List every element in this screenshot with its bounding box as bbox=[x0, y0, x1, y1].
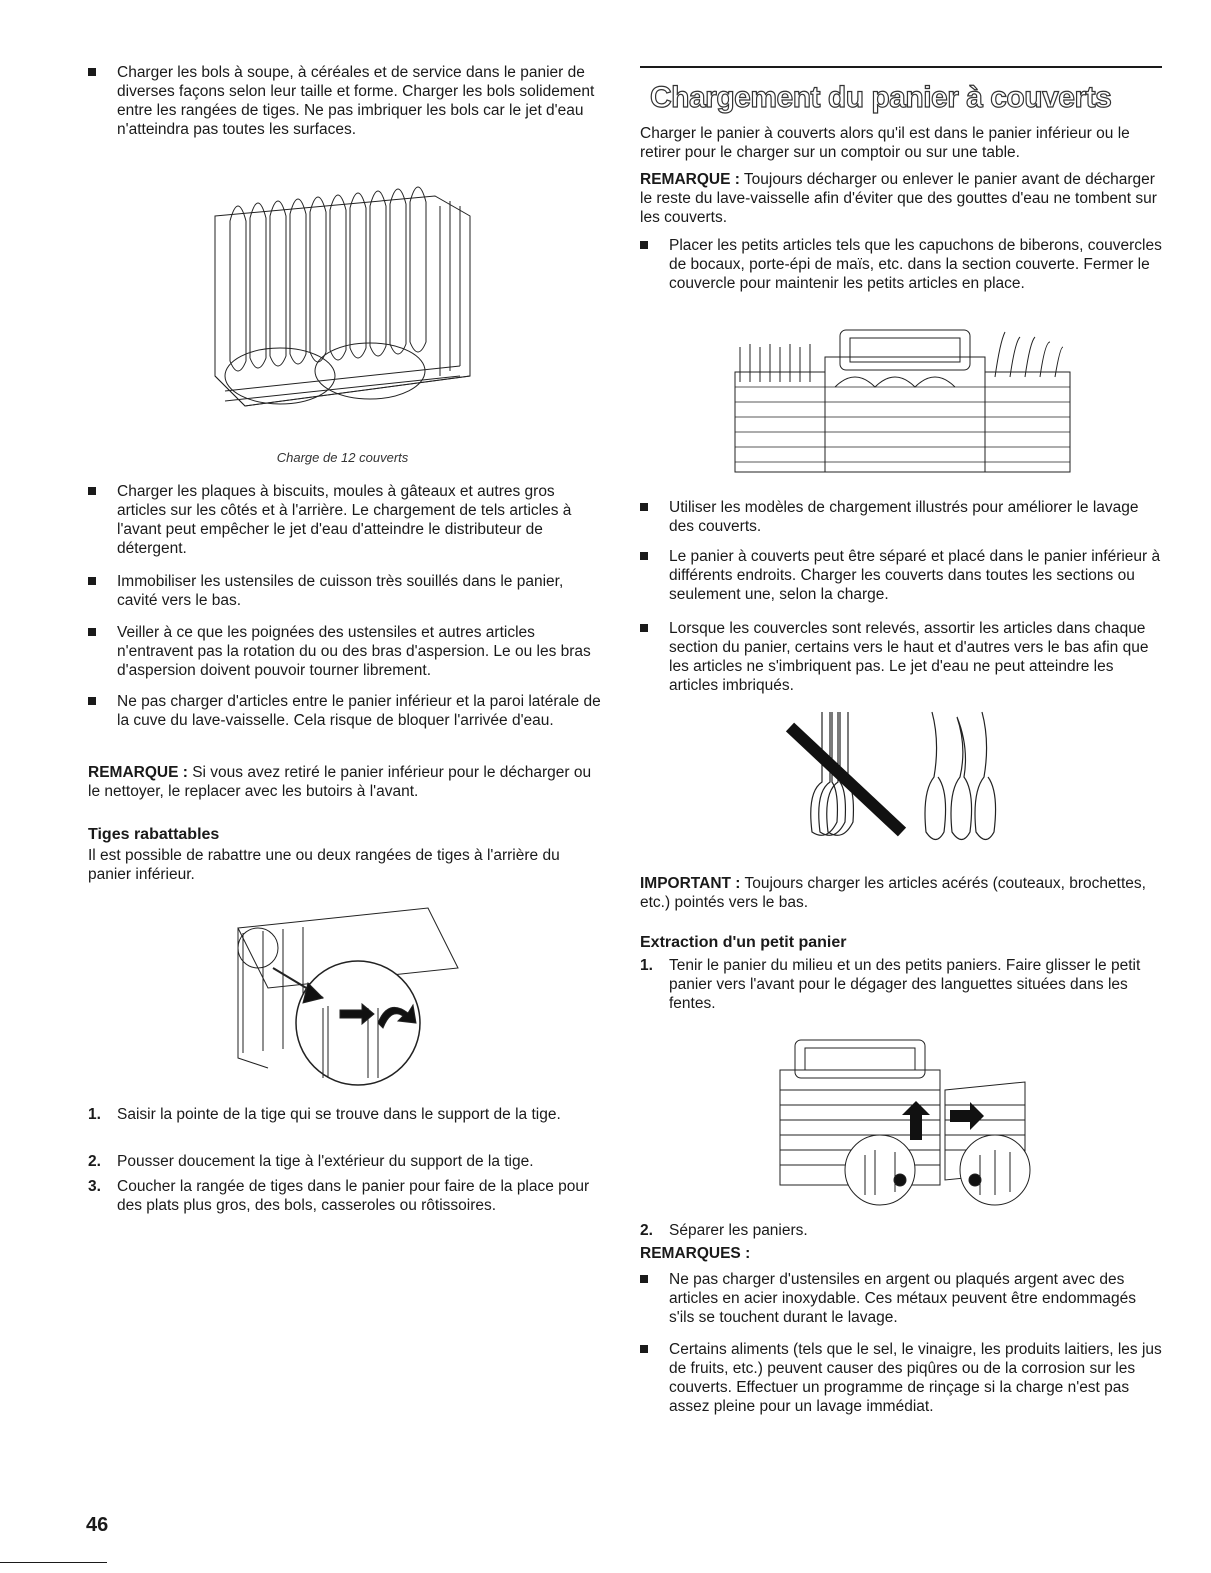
important-text: Toujours charger les articles acérés (couteaux, brochettes, etc.) pointés vers le bas. bbox=[640, 875, 1146, 911]
step-number: 2. bbox=[88, 1153, 101, 1170]
right-bullet-1 bbox=[640, 236, 1162, 293]
section-rule bbox=[640, 66, 1162, 68]
bullet-marker bbox=[88, 628, 96, 636]
folding-tines-illustration bbox=[228, 898, 468, 1093]
bullet-marker bbox=[88, 697, 96, 705]
right-remarque bbox=[640, 170, 1162, 227]
bullet-marker bbox=[640, 552, 648, 560]
remarques-bullet-2-text: Certains aliments (tels que le sel, le vinaigre, les produits laitiers, les jus de fruits, etc.) peuvent causer des piqûres ou de la corrosion sur les couverts. Effectuer un programme de rinçage si la charge n'est pas assez pleine pour un lavage immédiat. bbox=[669, 1341, 1162, 1415]
bullet-marker bbox=[640, 624, 648, 632]
left-bullet-4-text: Ne pas charger d'articles entre le panier inférieur et la paroi latérale de la cuve du lave-vaisselle. Cela risque de bloquer l'arrivée d'eau. bbox=[117, 693, 601, 729]
fig1-caption: Charge de 12 couverts bbox=[276, 450, 409, 465]
bullet-marker bbox=[640, 1345, 648, 1353]
remarques-bullet-2 bbox=[640, 1340, 1162, 1416]
step-text: Pousser doucement la tige à l'extérieur du support de la tige. bbox=[117, 1153, 534, 1170]
right-bullet-2 bbox=[640, 498, 1162, 536]
remarque-label: REMARQUE : bbox=[88, 764, 188, 781]
intro-bullet-text: Charger les bols à soupe, à céréales et de service dans le panier de diverses façons selon leur taille et forme. Charger les bols solidement entre les rangées de tiges. Ne pas imbriquer les bols car le jet d'eau n'atteindra pas toutes les surfaces. bbox=[117, 64, 595, 138]
silverware-basket-illustration bbox=[725, 322, 1075, 482]
important-note bbox=[640, 874, 1162, 912]
step-text: Séparer les paniers. bbox=[669, 1222, 808, 1239]
right-intro: Charger le panier à couverts alors qu'il est dans le panier inférieur ou le retirer pour le charger sur un comptoir ou sur une table. bbox=[640, 125, 1130, 161]
step-text: Coucher la rangée de tiges dans le panier pour faire de la place pour des plats plus gros, des bols, casseroles ou rôtissoires. bbox=[117, 1178, 590, 1214]
step-text: Tenir le panier du milieu et un des petits paniers. Faire glisser le petit panier vers l'avant pour le dégager des languettes situées dans les fentes. bbox=[669, 957, 1141, 1012]
bullet-marker bbox=[640, 1275, 648, 1283]
bullet-marker bbox=[88, 487, 96, 495]
remarques-label: REMARQUES : bbox=[640, 1245, 751, 1262]
left-bullet-3-text: Veiller à ce que les poignées des ustensiles et autres articles n'entravent pas la rotation du ou des bras d'aspersion. Le ou les bras d'aspersion doivent pouvoir tourner librement. bbox=[117, 624, 591, 679]
intro-bullet bbox=[88, 63, 603, 139]
bullet-marker bbox=[88, 577, 96, 585]
step-text: Saisir la pointe de la tige qui se trouve dans le support de la tige. bbox=[117, 1106, 561, 1123]
bullet-marker bbox=[640, 241, 648, 249]
left-remarque bbox=[88, 763, 603, 801]
right-bullet-1-text: Placer les petits articles tels que les capuchons de biberons, couvercles de bocaux, porte-épi de maïs, etc. dans la section couverte. Fermer le couvercle pour maintenir les petits articles en place. bbox=[669, 237, 1162, 292]
step-number: 1. bbox=[640, 957, 653, 974]
nested-spoons-illustration bbox=[782, 702, 1012, 862]
extraction-heading: Extraction d'un petit panier bbox=[640, 934, 847, 951]
remarque-text: Toujours décharger ou enlever le panier avant de décharger le reste du lave-vaisselle afin d'éviter que des gouttes d'eau ne tombent sur les couverts. bbox=[640, 171, 1157, 226]
left-bullet-1-text: Charger les plaques à biscuits, moules à gâteaux et autres gros articles sur les côtés et à l'arrière. Le chargement de tels articles à l'avant peut empêcher le jet d'eau d'atteindre le distributeur de détergent. bbox=[117, 483, 572, 557]
step-number: 1. bbox=[88, 1106, 101, 1123]
remarque-text: Si vous avez retiré le panier inférieur pour le décharger ou le nettoyer, le replacer avec les butoirs à l'avant. bbox=[88, 764, 592, 800]
bullet-marker bbox=[88, 68, 96, 76]
right-bullet-3 bbox=[640, 547, 1162, 604]
footer-rule bbox=[0, 1562, 107, 1563]
left-bullet-2-text: Immobiliser les ustensiles de cuisson très souillés dans le panier, cavité vers le bas. bbox=[117, 573, 564, 609]
step-number: 3. bbox=[88, 1178, 101, 1195]
dish-rack-illustration bbox=[205, 176, 480, 426]
right-bullet-4 bbox=[640, 619, 1162, 695]
right-bullet-4-text: Lorsque les couvercles sont relevés, assortir les articles dans chaque section du panier, certains vers le haut et d'autres vers le bas afin que les articles ne s'imbriquent pas. Le jet d'eau ne peut atteindre les articles imbriqués. bbox=[669, 620, 1149, 694]
important-label: IMPORTANT : bbox=[640, 875, 741, 892]
left-bullet-1 bbox=[88, 482, 603, 558]
remarques-bullet-1-text: Ne pas charger d'ustensiles en argent ou plaqués argent avec des articles en acier inoxydable. Ces métaux peuvent être endommagés s'ils se touchent durant le lavage. bbox=[669, 1271, 1136, 1326]
right-step-1 bbox=[640, 956, 1162, 1013]
left-bullet-4 bbox=[88, 692, 603, 730]
right-bullet-3-text: Le panier à couverts peut être séparé et placé dans le panier inférieur à différents endroits. Charger les couverts dans toutes les sections ou seulement une, selon la charge. bbox=[669, 548, 1161, 603]
step-number: 2. bbox=[640, 1222, 653, 1239]
page-number: 46 bbox=[86, 1514, 109, 1536]
tiges-heading: Tiges rabattables bbox=[88, 826, 220, 843]
left-step-2 bbox=[88, 1152, 603, 1171]
left-bullet-3 bbox=[88, 623, 603, 680]
remarques-bullet-1 bbox=[640, 1270, 1162, 1327]
left-step-1 bbox=[88, 1105, 603, 1124]
bullet-marker bbox=[640, 503, 648, 511]
remarque-label: REMARQUE : bbox=[640, 171, 740, 188]
right-bullet-2-text: Utiliser les modèles de chargement illustrés pour améliorer le lavage des couverts. bbox=[669, 499, 1139, 535]
tiges-text: Il est possible de rabattre une ou deux rangées de tiges à l'arrière du panier inférieur. bbox=[88, 847, 560, 883]
left-bullet-2 bbox=[88, 572, 603, 610]
section-heading: Chargement du panier à couverts bbox=[650, 81, 1112, 114]
left-step-3 bbox=[88, 1177, 603, 1215]
separate-basket-illustration bbox=[770, 1030, 1045, 1210]
right-step-2 bbox=[640, 1221, 1162, 1240]
